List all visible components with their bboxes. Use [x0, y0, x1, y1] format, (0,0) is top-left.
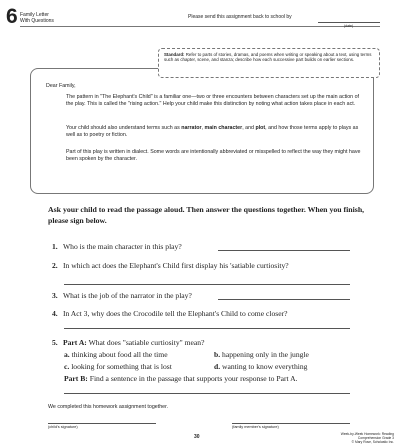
option-c[interactable]: [64, 362, 172, 371]
option-text: thinking about food all the time: [71, 350, 168, 359]
unit-number: 6: [6, 5, 18, 28]
question-2: [52, 261, 289, 270]
p2-text-d: , and how those terms apply to plays as well as to poetry or fiction.: [66, 125, 359, 138]
part-b: [64, 374, 297, 383]
p2-text-a: Your child should also understand terms such as: [66, 125, 182, 131]
question-number: 1.: [52, 242, 58, 251]
family-signature-label: (family member's signature): [232, 425, 279, 429]
p2-text-c: , and: [242, 125, 256, 131]
unit-title-line2: With Questions: [20, 18, 54, 24]
option-a[interactable]: [64, 350, 168, 359]
letter-paragraph-2: [46, 125, 366, 139]
credit-line-2: © Mary Rose, Scholastic Inc.: [351, 440, 394, 444]
unit-title-line1: Family Letter: [20, 12, 49, 18]
family-signature-line[interactable]: [232, 423, 350, 424]
question-1: [52, 242, 182, 251]
term-plot: plot: [255, 125, 266, 131]
standard-label: Standard:: [164, 52, 185, 57]
date-line[interactable]: [318, 22, 380, 23]
option-d[interactable]: [214, 362, 307, 371]
p2-text-b: ,: [201, 125, 205, 131]
child-signature-label: (child's signature): [48, 425, 78, 429]
question-text: Who is the main character in this play?: [63, 242, 182, 251]
question-text: In Act 3, why does the Crocodile tell the Elephant's Child to come closer?: [63, 309, 288, 318]
answer-line-2[interactable]: [64, 284, 350, 285]
completed-statement: We completed this homework assignment together.: [48, 404, 169, 410]
question-text: What is the job of the narrator in the play?: [63, 291, 192, 300]
question-text: In which act does the Elephant's Child first display his 'satiable curtiosity?: [63, 261, 289, 270]
answer-line-3[interactable]: [218, 299, 350, 300]
child-signature-line[interactable]: [48, 423, 156, 424]
question-number: 3.: [52, 291, 58, 300]
instructions: Ask your child to read the passage aloud. Then answer the questions together. When you finish, please sign below.: [48, 205, 365, 225]
standard-box: [158, 48, 380, 78]
option-letter: d.: [214, 362, 221, 371]
option-letter: b.: [214, 350, 221, 359]
answer-line-4[interactable]: [64, 328, 350, 329]
question-3: [52, 291, 192, 300]
question-number: 4.: [52, 309, 58, 318]
part-b-text: Find a sentence in the passage that supports your response to Part A.: [87, 374, 298, 383]
option-b[interactable]: [214, 350, 309, 359]
page-number: 30: [194, 434, 200, 440]
option-letter: a.: [64, 350, 70, 359]
letter-paragraph-3: Part of this play is written in dialect. Some words are intentionally abbreviated or misspelled to reflect the way they might have been spoken by the character.: [66, 149, 361, 162]
term-narrator: narrator: [181, 125, 202, 131]
option-text: looking for something that is lost: [71, 362, 172, 371]
send-back-text: Please send this assignment back to school by: [188, 14, 292, 20]
credit: [320, 432, 394, 444]
answer-line-1[interactable]: [218, 250, 350, 251]
standard-text: Refer to parts of stories, dramas, and poems when writing or speaking about a text, using terms such as chapter, scene, and stanza; describe how each successive part builds on earlier sections.: [164, 52, 372, 63]
question-text: What does "satiable curtiosity" mean?: [86, 338, 205, 347]
header-rule: [20, 26, 380, 27]
option-text: happening only in the jungle: [222, 350, 309, 359]
question-4: [52, 309, 288, 318]
letter-paragraph-1: The pattern in "The Elephant's Child" is a familiar one—two or three encounters between characters set up the main action of the play. This is called the "rising action." Help your child make this distinction by noting what action takes place in each act.: [66, 94, 360, 107]
question-number: 5.: [52, 338, 58, 347]
letter-greeting: Dear Family,: [46, 83, 76, 89]
unit-title: [20, 12, 54, 24]
part-a-label: Part A:: [63, 338, 87, 347]
term-main-character: main character: [204, 125, 243, 131]
part-b-label: Part B:: [64, 374, 88, 383]
date-label: (date): [344, 24, 354, 28]
option-text: wanting to know everything: [222, 362, 308, 371]
credit-line-1: Week-by-Week Homework: Reading Comprehension Grade 3: [340, 432, 394, 440]
question-number: 2.: [52, 261, 58, 270]
option-letter: c.: [64, 362, 70, 371]
answer-line-5[interactable]: [64, 393, 350, 394]
question-5: [52, 338, 204, 347]
